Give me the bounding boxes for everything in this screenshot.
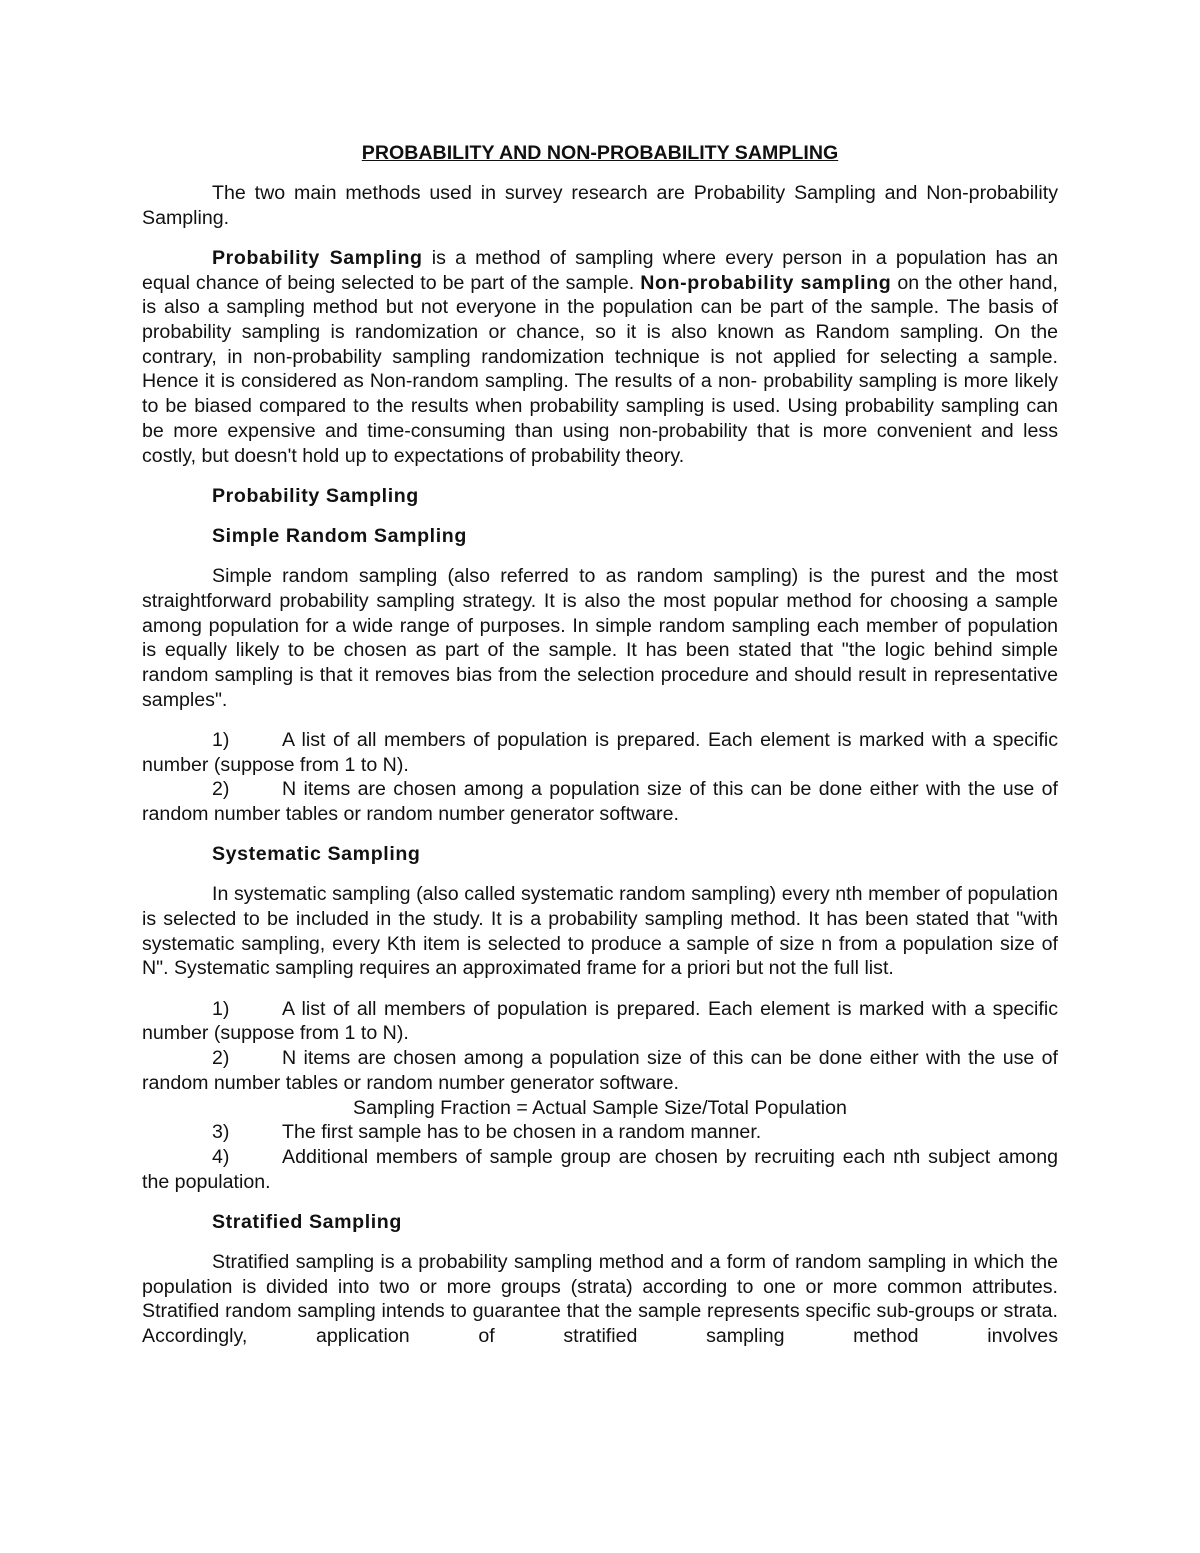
list-item-text: N items are chosen among a population size of this can be done either with the use of random number tables or random number generator software. bbox=[142, 1047, 1058, 1094]
list-item bbox=[142, 777, 1058, 826]
list-item-text: Additional members of sample group are chosen by recruiting each nth subject among the population. bbox=[142, 1145, 1058, 1193]
definition-probability-text: is a method of sampling where every person in a population has an equal chance of being selected to be part of the sample. bbox=[142, 246, 1058, 294]
list-item-text: The first sample has to be chosen in a random manner. bbox=[282, 1121, 762, 1144]
simple-random-paragraph: Simple random sampling (also referred to as random sampling) is the purest and the most straightforward probability sampling strategy. It is also the most popular method for choosing a sample among population for a wide range of purposes. In simple random sampling each member of population is equally likely to be chosen as part of the sample. It has been stated that "the logic behind simple random sampling is that it removes bias from the selection procedure and should result in representative samples". bbox=[142, 565, 1058, 711]
list-item bbox=[142, 1145, 1058, 1194]
list-item-text: N items are chosen among a population size of this can be done either with the use of random number tables or random number generator software. bbox=[142, 778, 1058, 825]
list-item-number: 3) bbox=[212, 1121, 230, 1144]
term-non-probability-sampling: Non-probability sampling bbox=[640, 271, 892, 294]
list-item-text: A list of all members of population is prepared. Each element is marked with a specific number (suppose from 1 to N). bbox=[142, 728, 1058, 776]
systematic-paragraph: In systematic sampling (also called systematic random sampling) every nth member of population is selected to be included in the study. It is a probability sampling method. It has been stated that "with systematic sampling, every Kth item is selected to produce a sample of size n from a population size of N". Systematic sampling requires an approximated frame for a priori but not the full list. bbox=[142, 883, 1058, 980]
term-probability-sampling: Probability Sampling bbox=[212, 246, 423, 269]
list-item-text: A list of all members of population is prepared. Each element is marked with a specific number (suppose from 1 to N). bbox=[142, 997, 1058, 1045]
document-title: PROBABILITY AND NON-PROBABILITY SAMPLING bbox=[361, 142, 839, 164]
sampling-fraction-formula: Sampling Fraction = Actual Sample Size/Total Population bbox=[353, 1096, 847, 1119]
list-item-number: 2) bbox=[212, 778, 230, 801]
list-item bbox=[142, 1046, 1058, 1095]
intro-paragraph: The two main methods used in survey research are Probability Sampling and Non-probability Sampling. bbox=[142, 182, 1058, 229]
list-item-number: 1) bbox=[212, 728, 230, 751]
heading-simple-random-sampling: Simple Random Sampling bbox=[212, 524, 467, 547]
stratified-paragraph: Stratified sampling is a probability sampling method and a form of random sampling in which the population is divided into two or more groups (strata) according to one or more common attributes. Stratified random sampling intends to guarantee that the sample represents specific sub-groups or strata. Accordingly, application of stratified sampling method involves bbox=[142, 1251, 1058, 1348]
heading-systematic-sampling: Systematic Sampling bbox=[212, 843, 421, 866]
heading-stratified-sampling: Stratified Sampling bbox=[212, 1210, 402, 1233]
definitions-paragraph bbox=[142, 246, 1058, 468]
list-item bbox=[142, 997, 1058, 1046]
section-heading-probability-sampling: Probability Sampling bbox=[212, 484, 419, 507]
list-item-number: 2) bbox=[212, 1047, 230, 1070]
definition-non-probability-text: on the other hand, is also a sampling method but not everyone in the population can be part of the sample. The basis of probability sampling is randomization or chance, so it is also known as Random sampling. On the contrary, in non-probability sampling randomization technique is not applied for selecting a sample. Hence it is considered as Non-random sampling. The results of a non- probability sampling is more likely to be biased compared to the results when probability sampling is used. Using probability sampling can be more expensive and time-consuming than using non-probability that is more convenient and less costly, but doesn't hold up to expectations of probability theory. bbox=[142, 271, 1059, 467]
list-item-number: 4) bbox=[212, 1145, 230, 1168]
document-body bbox=[142, 141, 1058, 1349]
list-item-number: 1) bbox=[212, 997, 230, 1020]
list-item bbox=[142, 1120, 1058, 1145]
list-item bbox=[142, 728, 1058, 777]
